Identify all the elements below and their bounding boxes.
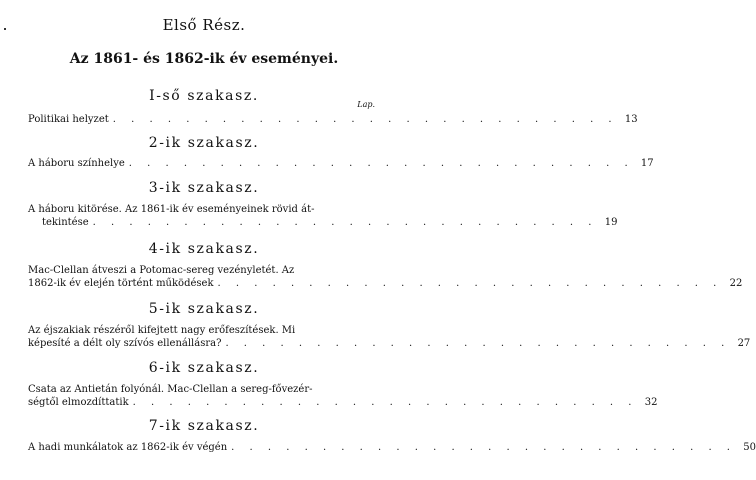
- leader-dots: . . . . . . . . . . . . . . . . . . . . . . . . . . . .: [112, 114, 618, 125]
- section-heading-6: 6-ik szakasz.: [148, 360, 260, 376]
- section-heading-5: 5-ik szakasz.: [148, 301, 260, 317]
- main-title: Az 1861- és 1862-ik év eseményei.: [69, 51, 339, 67]
- toc-entry-4: [28, 264, 743, 290]
- entry-text: Mac-Clellan átveszi a Potomac-sereg vezényletét. Az: [28, 265, 295, 276]
- leader-dots: . . . . . . . . . . . . . . . . . . . . . . . . . . . .: [92, 217, 598, 228]
- leader-dots: . . . . . . . . . . . . . . . . . . . . . . . . . . . .: [225, 338, 731, 349]
- section-heading-2: 2-ik szakasz.: [148, 135, 260, 151]
- entry-page-number: 50: [743, 442, 756, 453]
- toc-entry-5: [28, 324, 751, 350]
- entry-page-number: 22: [729, 278, 743, 289]
- part-title: Első Rész.: [162, 16, 246, 34]
- leader-dots: . . . . . . . . . . . . . . . . . . . . . . . . . . . .: [128, 158, 634, 169]
- toc-entry-2: [28, 157, 654, 170]
- entry-text-cont: tekintése: [42, 217, 89, 228]
- entry-page-number: 32: [644, 397, 658, 408]
- section-heading-4: 4-ik szakasz.: [148, 241, 260, 257]
- leader-dots: . . . . . . . . . . . . . . . . . . . . . . . . . . . .: [217, 278, 723, 289]
- section-heading-3: 3-ik szakasz.: [148, 180, 260, 196]
- entry-text: Az éjszakiak részéről kifejtett nagy erőfeszítések. Mi: [28, 325, 296, 336]
- section-heading-7: 7-ik szakasz.: [148, 418, 260, 434]
- leader-dots: . . . . . . . . . . . . . . . . . . . . . . . . . . . .: [231, 442, 736, 453]
- entry-text-cont: 1862-ik év elején történt működések: [28, 278, 214, 289]
- entry-page-number: 17: [640, 158, 654, 169]
- page-column-label: Lap.: [357, 100, 375, 109]
- toc-entry-3: [28, 203, 618, 229]
- entry-page-number: 13: [624, 114, 638, 125]
- entry-text: A hadi munkálatok az 1862-ik év végén: [28, 442, 228, 453]
- entry-text-cont: képesíté a délt oly szívós ellenállásra?: [28, 338, 222, 349]
- entry-page-number: 19: [604, 217, 618, 228]
- toc-entry-6: [28, 383, 658, 409]
- entry-text: A háboru színhelye: [28, 158, 125, 169]
- entry-page-number: 27: [737, 338, 751, 349]
- entry-text: Csata az Antietán folyónál. Mac-Clellan a sereg-fővezér-: [28, 384, 313, 395]
- entry-text: Politikai helyzet: [28, 114, 109, 125]
- entry-text: A háboru kitörése. Az 1861-ik év eseményeinek rövid át-: [28, 204, 315, 215]
- section-heading-1: I-ső szakasz.: [149, 88, 259, 104]
- toc-entry-1: [28, 113, 638, 126]
- entry-text-cont: ségtől elmozdíttatik: [28, 397, 129, 408]
- toc-entry-7: [28, 441, 756, 454]
- leader-dots: . . . . . . . . . . . . . . . . . . . . . . . . . . . .: [132, 397, 638, 408]
